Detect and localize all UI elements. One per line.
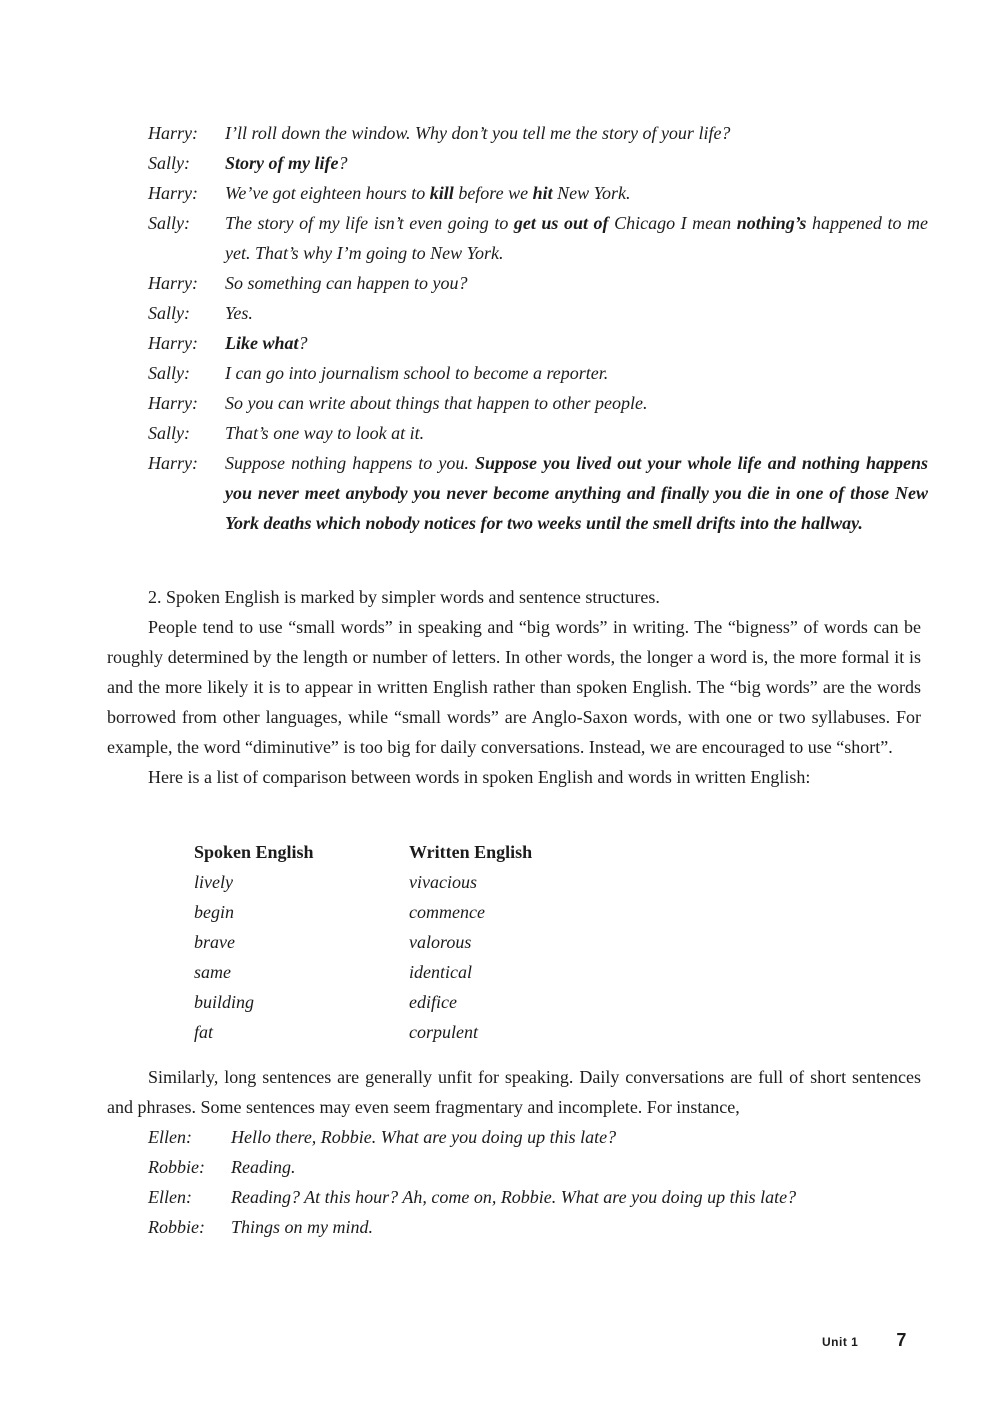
page-footer [822, 1330, 906, 1351]
dialogue-text [225, 268, 928, 298]
dialogue-line [148, 148, 928, 178]
spoken-word: lively [194, 872, 233, 892]
speaker-name: Sally: [148, 153, 190, 173]
dialogue-text-span: ? [298, 333, 308, 353]
dialogue-line [148, 1182, 928, 1212]
dialogue-line [148, 328, 928, 358]
speaker-name: Ellen: [148, 1127, 192, 1147]
written-word: commence [409, 902, 485, 922]
speaker-name: Ellen: [148, 1187, 192, 1207]
dialogue-text-span: That’s one way to look at it. [225, 423, 425, 443]
dialogue-line [148, 178, 928, 208]
table-header-row [194, 837, 629, 867]
unit-label: Unit 1 [822, 1335, 859, 1349]
dialogue-text-span: Chicago I mean [608, 213, 737, 233]
written-word: vivacious [409, 872, 477, 892]
table-row [194, 1017, 629, 1047]
dialogue-text: Reading. [231, 1157, 296, 1177]
dialogue-text [225, 148, 928, 178]
word-comparison-table [194, 837, 629, 1047]
dialogue-line [148, 1212, 928, 1242]
dialogue-text-span: before we [453, 183, 533, 203]
dialogue-text [225, 418, 928, 448]
paragraph-long-sentences: Similarly, long sentences are generally unfit for speaking. Daily conversations are full of short sentences and phrases. Some sentences may even seem fragmentary and incomplete. For instance, [107, 1067, 921, 1117]
speaker-name: Harry: [148, 273, 198, 293]
table-row [194, 867, 629, 897]
table-row [194, 897, 629, 927]
dialogue-text [225, 358, 928, 388]
body-text [107, 612, 921, 792]
paragraph-list-intro: Here is a list of comparison between words in spoken English and words in written English: [148, 767, 811, 787]
written-word: identical [409, 962, 472, 982]
dialogue-text-span: nothing’s [736, 213, 807, 233]
dialogue-line [148, 448, 928, 538]
body-text-2 [107, 1062, 921, 1122]
table-row [194, 927, 629, 957]
dialogue-text-span: Story of my life [225, 153, 339, 173]
speaker-name: Harry: [148, 393, 198, 413]
written-word: valorous [409, 932, 472, 952]
dialogue-line [148, 1122, 928, 1152]
speaker-name: Robbie: [148, 1217, 205, 1237]
speaker-name: Harry: [148, 123, 198, 143]
dialogue-text [225, 178, 928, 208]
dialogue-text [225, 118, 928, 148]
speaker-name: Sally: [148, 423, 190, 443]
spoken-word: fat [194, 1022, 214, 1042]
dialogue-text-span: New York. [552, 183, 631, 203]
speaker-name: Harry: [148, 453, 198, 473]
dialogue-text-span: Like what [225, 333, 299, 353]
speaker-name: Harry: [148, 333, 198, 353]
dialogue-line [148, 1152, 928, 1182]
dialogue-text [225, 298, 928, 328]
dialogue-text-span: So you can write about things that happen to other people. [225, 393, 648, 413]
dialogue-text-span: The story of my life isn’t even going to [225, 213, 514, 233]
dialogue-line [148, 418, 928, 448]
page-number: 7 [896, 1330, 907, 1350]
dialogue-text-span: Yes. [225, 303, 253, 323]
dialogue-text-span: kill [429, 183, 454, 203]
dialogue-text-span: So something can happen to you? [225, 273, 468, 293]
speaker-name: Robbie: [148, 1157, 205, 1177]
spoken-word: brave [194, 932, 235, 952]
dialogue-text-span: Suppose nothing happens to you. [225, 453, 475, 473]
dialogue-text-span: hit [532, 183, 553, 203]
speaker-name: Harry: [148, 183, 198, 203]
dialogue-text [225, 448, 928, 538]
dialogue-line [148, 298, 928, 328]
dialogue-text: Things on my mind. [231, 1217, 374, 1237]
dialogue-text: Hello there, Robbie. What are you doing up this late? [231, 1127, 617, 1147]
paragraph-small-words: People tend to use “small words” in speaking and “big words” in writing. The “bigness” of words can be roughly determined by the length or number of letters. In other words, the longer a word is, the more formal it is and the more likely it is to appear in written English rather than spoken English. The “big words” are the words borrowed from other languages, while “small words” are Anglo-Saxon words, with one or two syllabuses. For example, the word “diminutive” is too big for daily conversations. Instead, we are encouraged to use “short”. [107, 617, 921, 757]
dialogue-text [225, 328, 928, 358]
spoken-word: begin [194, 902, 234, 922]
spoken-word: same [194, 962, 231, 982]
written-word: edifice [409, 992, 457, 1012]
dialogue-line [148, 208, 928, 268]
table-row [194, 987, 629, 1017]
dialogue-line [148, 358, 928, 388]
speaker-name: Sally: [148, 213, 190, 233]
spoken-word: building [194, 992, 255, 1012]
speaker-name: Sally: [148, 363, 190, 383]
dialogue-line [148, 268, 928, 298]
dialogue-text: Reading? At this hour? Ah, come on, Robbie. What are you doing up this late? [231, 1187, 797, 1207]
dialogue-line [148, 388, 928, 418]
table-header-written: Written English [409, 842, 533, 862]
dialogue-text-span: I’ll roll down the window. Why don’t you tell me the story of your life? [225, 123, 731, 143]
table-header-spoken: Spoken English [194, 842, 314, 862]
dialogue-text-span: We’ve got eighteen hours to [225, 183, 430, 203]
dialogue-harry-sally [148, 118, 928, 538]
dialogue-text-span: ? [338, 153, 348, 173]
table-body [194, 867, 629, 1047]
dialogue-text-span: get us out of [513, 213, 609, 233]
dialogue-text [225, 208, 928, 268]
dialogue-line [148, 118, 928, 148]
table-row [194, 957, 629, 987]
dialogue-text [225, 388, 928, 418]
dialogue-ellen-robbie [148, 1122, 928, 1242]
point-2-heading: 2. Spoken English is marked by simpler words and sentence structures. [148, 587, 660, 607]
speaker-name: Sally: [148, 303, 190, 323]
dialogue-text-span: I can go into journalism school to become a reporter. [225, 363, 609, 383]
dialogue-text-span: Suppose you lived out your whole life and nothing happens you never meet anybody you never become anything and finally you die in one of those New York deaths which nobody notices for two weeks until the smell drifts into the hallway. [225, 453, 928, 533]
dialogue-text-span: happened to me yet. That’s why I’m going to New York. [225, 213, 929, 263]
written-word: corpulent [409, 1022, 478, 1042]
